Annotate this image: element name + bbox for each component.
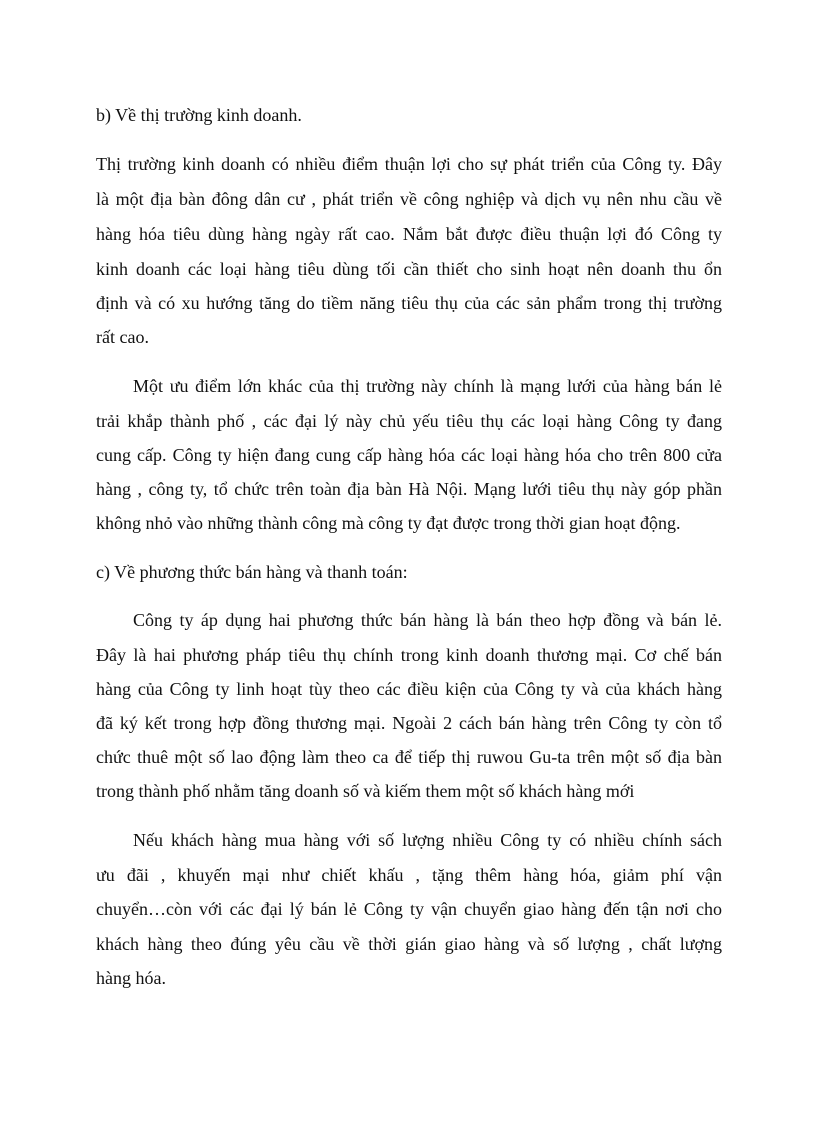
text-line: là một địa bàn đông dân cư , phát triển về công nghiệp và dịch vụ nên nhu cầu về (96, 189, 722, 209)
text-line: Một ưu điểm lớn khác của thị trường này chính là mạng lưới của hàng bán lẻ (133, 376, 722, 396)
text-line: khách hàng theo đúng yêu cầu về thời gián giao hàng và số lượng , chất lượng (96, 934, 722, 954)
section-c-heading: c) Về phương thức bán hàng và thanh toán: (96, 562, 408, 582)
text-line: Thị trường kinh doanh có nhiều điểm thuận lợi cho sự phát triển của Công ty. Đây (96, 154, 722, 174)
text-line: chuyển…còn với các đại lý bán lẻ Công ty vận chuyển giao hàng đến tận nơi cho (96, 899, 722, 919)
text-line: chức thuê một số lao động làm theo ca để tiếp thị ruwou Gu-ta trên một số địa bàn (96, 747, 722, 767)
text-line: định và có xu hướng tăng do tiềm năng tiêu thụ của các sản phẩm trong thị trường (96, 293, 722, 313)
text-line: ưu đãi , khuyến mại như chiết khấu , tặng thêm hàng hóa, giảm phí vận (96, 865, 722, 885)
text-line: trong thành phố nhằm tăng doanh số và kiếm them một số khách hàng mới (96, 781, 635, 801)
text-line: hàng hóa. (96, 968, 166, 988)
text-line: cung cấp. Công ty hiện đang cung cấp hàng hóa các loại hàng hóa cho trên 800 cửa (96, 445, 722, 465)
text-line: rất cao. (96, 327, 149, 347)
text-line: đã ký kết trong hợp đồng thương mại. Ngoài 2 cách bán hàng trên Công ty còn tổ (96, 713, 722, 733)
text-line: không nhỏ vào những thành công mà công ty đạt được trong thời gian hoạt động. (96, 513, 681, 533)
text-line: kinh doanh các loại hàng tiêu dùng tối cần thiết cho sinh hoạt nên doanh thu ổn (96, 259, 722, 279)
text-line: Nếu khách hàng mua hàng với số lượng nhiều Công ty có nhiều chính sách (133, 830, 722, 850)
text-line: Đây là hai phương pháp tiêu thụ chính trong kinh doanh thương mại. Cơ chế bán (96, 645, 722, 665)
text-line: Công ty áp dụng hai phương thức bán hàng là bán theo hợp đồng và bán lẻ. (133, 610, 722, 630)
text-line: trải khắp thành phố , các đại lý này chủ yếu tiêu thụ các loại hàng Công ty đang (96, 411, 722, 431)
text-line: hàng hóa tiêu dùng hàng ngày rất cao. Nắm bắt được điều thuận lợi đó Công ty (96, 224, 722, 244)
text-line: hàng của Công ty linh hoạt tùy theo các điều kiện của Công ty và của khách hàng (96, 679, 722, 699)
text-line: hàng , công ty, tổ chức trên toàn địa bàn Hà Nội. Mạng lưới tiêu thụ này góp phần (96, 479, 722, 499)
section-b-heading: b) Về thị trường kinh doanh. (96, 105, 302, 125)
